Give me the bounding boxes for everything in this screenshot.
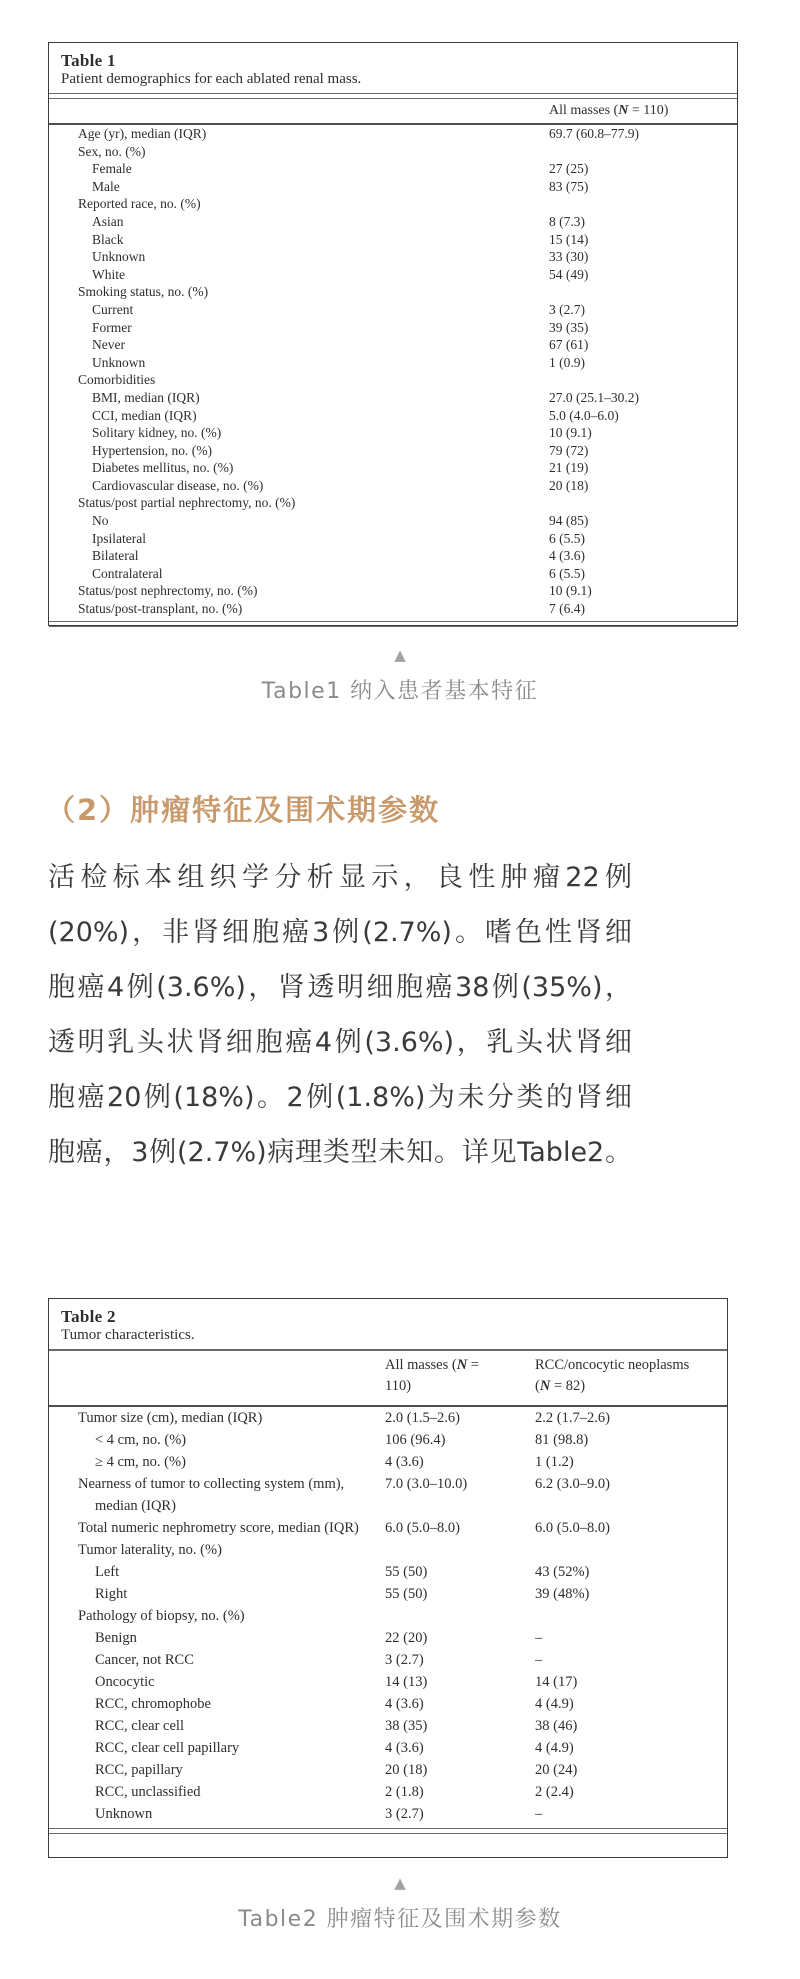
- row-label: Hypertension, no. (%): [92, 442, 212, 458]
- triangle-up-icon: ▲: [394, 1874, 406, 1892]
- row-label: Status/post partial nephrectomy, no. (%): [78, 495, 296, 511]
- table2-row: [49, 1759, 727, 1781]
- table1-title: Table 1: [61, 51, 116, 70]
- table1-row: [49, 477, 737, 495]
- row-value-all-masses: 55 (50): [385, 1564, 428, 1580]
- row-label: Comorbidities: [78, 372, 156, 388]
- triangle-up-icon: ▲: [394, 646, 406, 664]
- row-value: 6 (5.5): [549, 565, 585, 581]
- body-paragraph: [48, 850, 632, 1180]
- row-label: Benign: [95, 1630, 137, 1646]
- row-value-rcc-oncocytic: 1 (1.2): [535, 1454, 574, 1470]
- table1-row: [49, 371, 737, 389]
- row-value-rcc-oncocytic: 4 (4.9): [535, 1740, 574, 1756]
- paragraph-line: 胞癌，3例(2.7%)病理类型未知。详见Table2。: [48, 1137, 632, 1168]
- row-value: 1 (0.9): [549, 354, 585, 370]
- table1-row: [49, 600, 737, 618]
- row-label: Solitary kidney, no. (%): [92, 425, 222, 441]
- table1-row: [49, 266, 737, 284]
- row-value-all-masses: 2.0 (1.5–2.6): [385, 1410, 460, 1426]
- row-value: 5.0 (4.0–6.0): [549, 407, 619, 423]
- table1-row: [49, 565, 737, 583]
- row-value-all-masses: 6.0 (5.0–8.0): [385, 1520, 460, 1536]
- row-value-rcc-oncocytic: 39 (48%): [535, 1586, 590, 1602]
- table2-tumor-characteristics: [48, 1298, 728, 1858]
- paragraph-line: 透明乳头状肾细胞癌4例(3.6%)，乳头状肾细: [48, 1027, 632, 1058]
- row-label: Diabetes mellitus, no. (%): [92, 460, 234, 476]
- table1-row: [49, 195, 737, 213]
- row-value-all-masses: 22 (20): [385, 1630, 428, 1646]
- table2-bottom-rule: [49, 1828, 727, 1834]
- row-value-all-masses: 3 (2.7): [385, 1652, 424, 1668]
- table1-row: [49, 424, 737, 442]
- row-value: 67 (61): [549, 337, 589, 353]
- paragraph-line: 活检标本组织学分析显示，良性肿瘤22例: [48, 862, 632, 893]
- paragraph-line: 胞癌20例(18%)。2例(1.8%)为未分类的肾细: [48, 1082, 632, 1113]
- table2-row: [49, 1605, 727, 1627]
- row-value-all-masses: 4 (3.6): [385, 1454, 424, 1470]
- table1-bottom-rule: [49, 621, 737, 627]
- table1-row: [49, 547, 737, 565]
- row-label: RCC, chromophobe: [95, 1696, 211, 1712]
- row-label: Contralateral: [92, 565, 163, 581]
- row-value-all-masses: 106 (96.4): [385, 1432, 446, 1448]
- table1-col-all-masses: All masses (N = 110): [549, 103, 669, 118]
- table2-titleblock: [49, 1299, 727, 1345]
- paragraph-line: 胞癌4例(3.6%)，肾透明细胞癌38例(35%)，: [48, 972, 632, 1003]
- table2-row: [49, 1649, 727, 1671]
- row-value: 8 (7.3): [549, 213, 585, 229]
- row-label: Status/post-transplant, no. (%): [78, 601, 243, 617]
- row-label: CCI, median (IQR): [92, 407, 197, 423]
- table2-row: [49, 1693, 727, 1715]
- table1-row: [49, 283, 737, 301]
- row-value-all-masses: 4 (3.6): [385, 1740, 424, 1756]
- table1-titleblock: [49, 43, 737, 89]
- row-label: No: [92, 513, 109, 529]
- row-value-rcc-oncocytic: 81 (98.8): [535, 1432, 589, 1448]
- row-value-all-masses: 55 (50): [385, 1586, 428, 1602]
- row-value: 83 (75): [549, 178, 589, 194]
- row-label: RCC, unclassified: [95, 1784, 201, 1800]
- table2-caption-text: Table2 肿瘤特征及围术期参数: [238, 1907, 562, 1932]
- table1-row: [49, 530, 737, 548]
- row-label: Cardiovascular disease, no. (%): [92, 477, 264, 493]
- row-value: 27.0 (25.1–30.2): [549, 389, 639, 405]
- table2-col-rcc-oncocytic: RCC/oncocytic neoplasms (N = 82): [535, 1357, 690, 1394]
- row-label: Nearness of tumor to collecting system (mm), median (IQR): [78, 1476, 345, 1514]
- row-value: 79 (72): [549, 442, 589, 458]
- table2-row: [49, 1451, 727, 1473]
- row-label: Unknown: [95, 1806, 153, 1822]
- table2-row: [49, 1781, 727, 1803]
- table1-row: [49, 301, 737, 319]
- row-value: 6 (5.5): [549, 530, 585, 546]
- row-value: 94 (85): [549, 513, 589, 529]
- row-label: ≥ 4 cm, no. (%): [95, 1454, 186, 1470]
- row-label: Sex, no. (%): [78, 143, 146, 159]
- row-value: 33 (30): [549, 249, 589, 265]
- table2-row: [49, 1429, 727, 1451]
- table2-subtitle: Tumor characteristics.: [61, 1327, 195, 1343]
- row-value-all-masses: 7.0 (3.0–10.0): [385, 1476, 468, 1492]
- table1-caption-text: Table1 纳入患者基本特征: [261, 679, 539, 704]
- table1-patient-demographics: [48, 42, 738, 626]
- row-value-rcc-oncocytic: 14 (17): [535, 1674, 578, 1690]
- row-label: BMI, median (IQR): [92, 389, 200, 405]
- row-value-rcc-oncocytic: –: [535, 1652, 543, 1668]
- row-label: Left: [95, 1564, 120, 1580]
- table1-row: [49, 125, 737, 143]
- row-label: Asian: [92, 213, 124, 229]
- table1-row: [49, 407, 737, 425]
- row-label: RCC, clear cell: [95, 1718, 184, 1734]
- row-value-rcc-oncocytic: 43 (52%): [535, 1564, 590, 1580]
- row-label: Smoking status, no. (%): [78, 284, 209, 300]
- table2-title: Table 2: [61, 1307, 116, 1326]
- row-label: < 4 cm, no. (%): [95, 1432, 187, 1448]
- row-label: Current: [92, 301, 134, 317]
- table1-row: [49, 389, 737, 407]
- table2-row: [49, 1583, 727, 1605]
- row-value: 20 (18): [549, 477, 589, 493]
- row-label: Tumor size (cm), median (IQR): [78, 1410, 263, 1426]
- table1-row: [49, 459, 737, 477]
- table2-row: [49, 1517, 727, 1539]
- table2-row: [49, 1561, 727, 1583]
- row-label: Never: [92, 337, 125, 353]
- row-value: 54 (49): [549, 266, 589, 282]
- row-value-rcc-oncocytic: –: [535, 1630, 543, 1646]
- table2-row: [49, 1407, 727, 1429]
- row-label: Status/post nephrectomy, no. (%): [78, 583, 258, 599]
- table2-row: [49, 1627, 727, 1649]
- row-value-all-masses: 20 (18): [385, 1762, 428, 1778]
- row-value: 10 (9.1): [549, 583, 592, 599]
- table2-row: [49, 1539, 727, 1561]
- row-label: Unknown: [92, 249, 146, 265]
- row-value-all-masses: 2 (1.8): [385, 1784, 424, 1800]
- table1-body: [49, 125, 737, 618]
- section-heading: （2）肿瘤特征及围术期参数: [46, 793, 441, 827]
- table1-row: [49, 231, 737, 249]
- row-label: Oncocytic: [95, 1674, 155, 1690]
- row-label: RCC, clear cell papillary: [95, 1740, 240, 1756]
- table1-row: [49, 582, 737, 600]
- row-value-rcc-oncocytic: 6.2 (3.0–9.0): [535, 1476, 610, 1492]
- row-value: 4 (3.6): [549, 548, 585, 564]
- row-label: Bilateral: [92, 548, 139, 564]
- table2-caption: [0, 1876, 800, 1933]
- row-label: Age (yr), median (IQR): [78, 126, 207, 141]
- row-value-rcc-oncocytic: 2.2 (1.7–2.6): [535, 1410, 610, 1426]
- table2-col-all-masses: All masses (N = 110): [385, 1357, 479, 1394]
- table2-column-header: [49, 1351, 727, 1405]
- table1-row: [49, 248, 737, 266]
- table1-row: [49, 442, 737, 460]
- row-value: 69.7 (60.8–77.9): [549, 126, 639, 141]
- table2-row: [49, 1473, 727, 1517]
- row-label: Right: [95, 1586, 128, 1602]
- row-label: Cancer, not RCC: [95, 1652, 194, 1668]
- row-value-rcc-oncocytic: 2 (2.4): [535, 1784, 574, 1800]
- row-value: 3 (2.7): [549, 301, 585, 317]
- row-value-rcc-oncocytic: 4 (4.9): [535, 1696, 574, 1712]
- table1-row: [49, 160, 737, 178]
- table2-row: [49, 1803, 727, 1825]
- row-value-rcc-oncocytic: 20 (24): [535, 1762, 578, 1778]
- row-label: Female: [92, 161, 132, 177]
- row-label: Unknown: [92, 354, 146, 370]
- table1-row: [49, 354, 737, 372]
- table1-row: [49, 213, 737, 231]
- table1-row: [49, 178, 737, 196]
- table1-column-header: [49, 99, 737, 123]
- row-value: 15 (14): [549, 231, 589, 247]
- row-value-rcc-oncocytic: 38 (46): [535, 1718, 578, 1734]
- table2-body: [49, 1407, 727, 1825]
- table1-row: [49, 494, 737, 512]
- row-value: 10 (9.1): [549, 425, 592, 441]
- row-value-all-masses: 3 (2.7): [385, 1806, 424, 1822]
- row-label: Former: [92, 319, 132, 335]
- table1-row: [49, 512, 737, 530]
- row-value-all-masses: 38 (35): [385, 1718, 428, 1734]
- table1-row: [49, 319, 737, 337]
- row-label: Total numeric nephrometry score, median (IQR): [78, 1520, 359, 1536]
- row-value-rcc-oncocytic: –: [535, 1806, 543, 1822]
- row-label: Pathology of biopsy, no. (%): [78, 1608, 245, 1624]
- row-value: 39 (35): [549, 319, 589, 335]
- table1-subtitle: Patient demographics for each ablated renal mass.: [61, 71, 362, 87]
- row-label: Black: [92, 231, 124, 247]
- row-label: Ipsilateral: [92, 530, 146, 546]
- row-value-all-masses: 14 (13): [385, 1674, 428, 1690]
- paragraph-line: (20%)，非肾细胞癌3例(2.7%)。嗜色性肾细: [48, 917, 632, 948]
- row-label: Tumor laterality, no. (%): [78, 1542, 222, 1558]
- row-value-rcc-oncocytic: 6.0 (5.0–8.0): [535, 1520, 610, 1536]
- row-label: Reported race, no. (%): [78, 196, 201, 212]
- table2-row: [49, 1737, 727, 1759]
- row-label: Male: [92, 178, 120, 194]
- row-label: RCC, papillary: [95, 1762, 183, 1778]
- row-value: 7 (6.4): [549, 601, 585, 617]
- table2-row: [49, 1715, 727, 1737]
- table2-row: [49, 1671, 727, 1693]
- table1-row: [49, 143, 737, 161]
- row-label: White: [92, 266, 125, 282]
- row-value: 27 (25): [549, 161, 589, 177]
- table1-caption: [0, 648, 800, 705]
- table1-row: [49, 336, 737, 354]
- row-value-all-masses: 4 (3.6): [385, 1696, 424, 1712]
- row-value: 21 (19): [549, 460, 589, 476]
